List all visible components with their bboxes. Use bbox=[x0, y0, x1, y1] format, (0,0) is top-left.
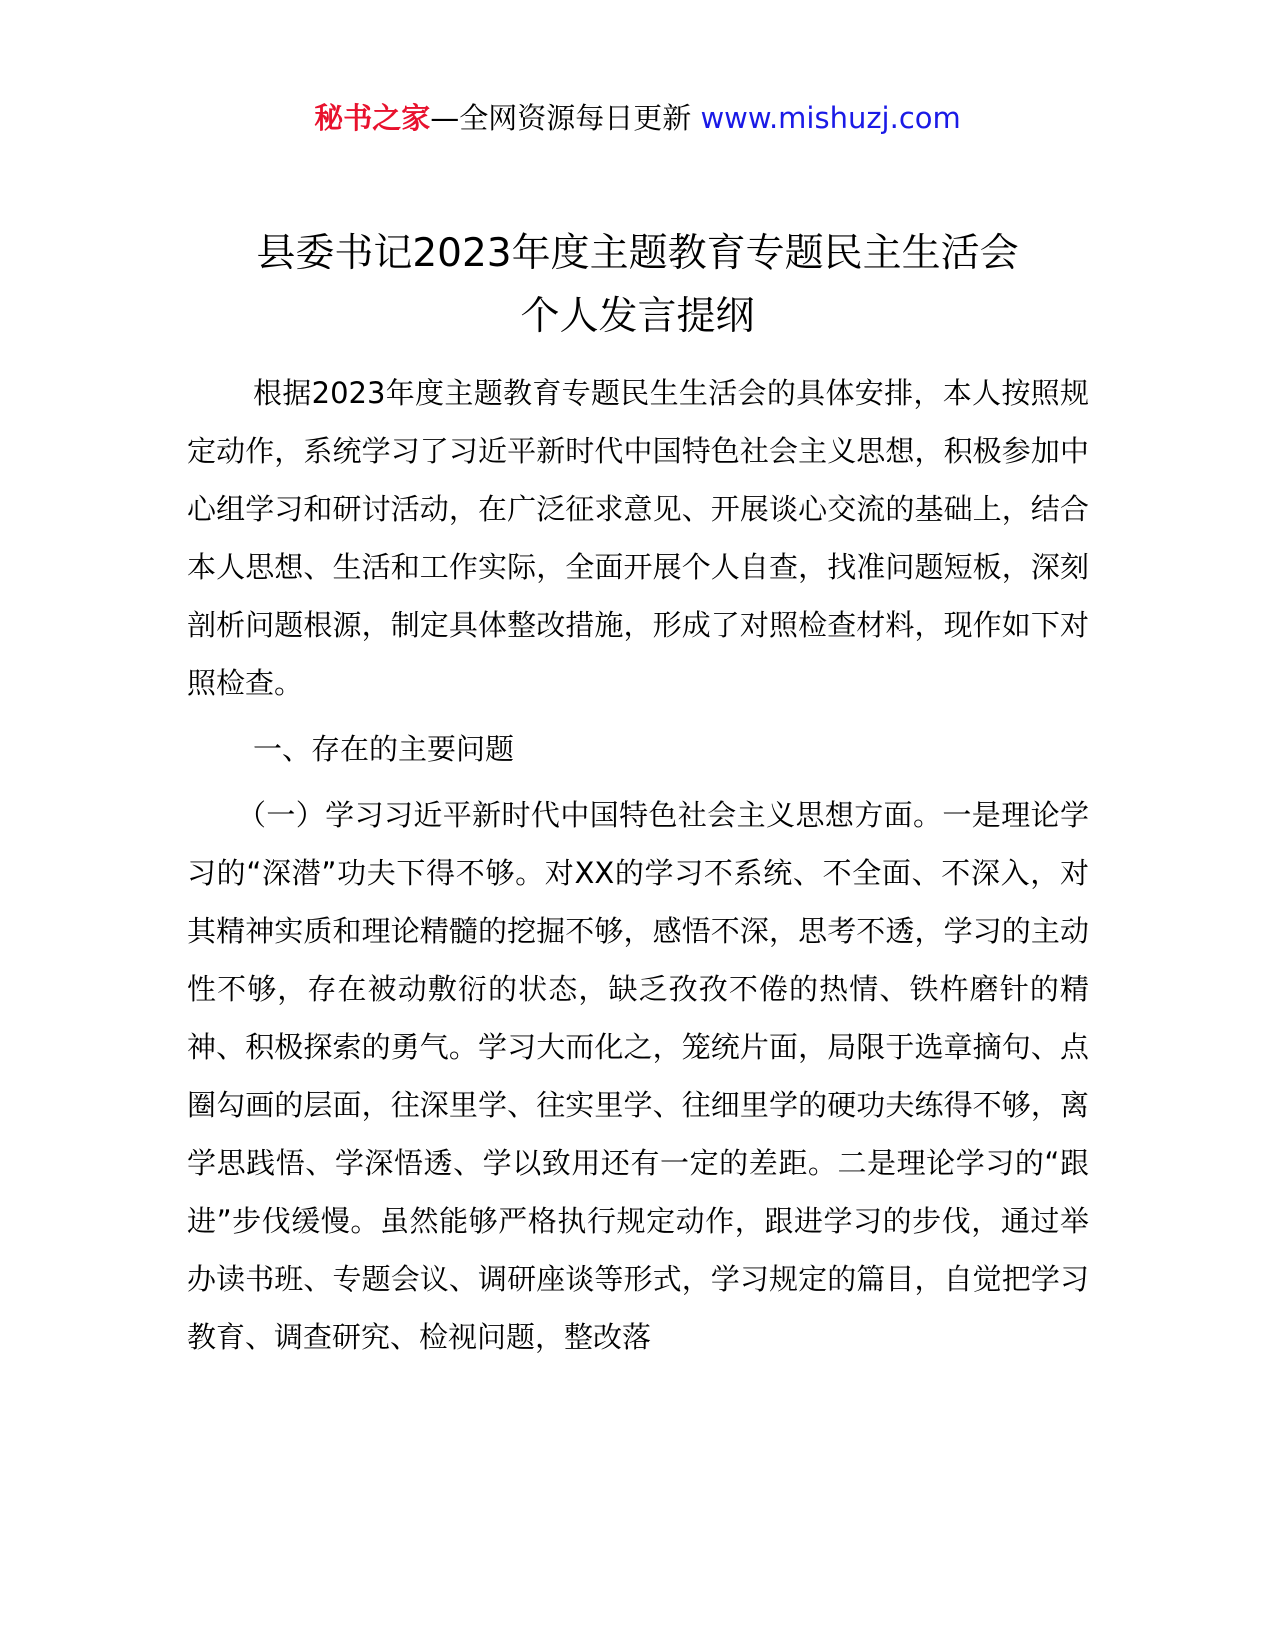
document-title bbox=[0, 222, 1275, 348]
site-tagline: —全网资源每日更新 bbox=[430, 101, 692, 135]
document-title-line-2: 个人发言提纲 bbox=[520, 294, 755, 339]
site-url-link[interactable]: www.mishuzj.com bbox=[700, 101, 961, 135]
intro-paragraph: 根据2023年度主题教育专题民生生活会的具体安排，本人按照规定动作，系统学习了习近平新时代中国特色社会主义思想，积极参加中心组学习和研讨活动，在广泛征求意见、开展谈心交流的基础上，结合本人思想、生活和工作实际，全面开展个人自查，找准问题短板，深刻剖析问题根源，制定具体整改措施，形成了对照检查材料，现作如下对照检查。 bbox=[187, 376, 1089, 700]
subsection-paragraph-study: （一）学习习近平新时代中国特色社会主义思想方面。一是理论学习的“深潜”功夫下得不够。对XX的学习不系统、不全面、不深入，对其精神实质和理论精髓的挖掘不够，感悟不深，思考不透，学习的主动性不够，存在被动敷衍的状态，缺乏孜孜不倦的热情、铁杵磨针的精神、积极探索的勇气。学习大而化之，笼统片面，局限于选章摘句、点圈勾画的层面，往深里学、往实里学、往细里学的硬功夫练得不够，离学思践悟、学深悟透、学以致用还有一定的差距。二是理论学习的“跟进”步伐缓慢。虽然能够严格执行规定动作，跟进学习的步伐，通过举办读书班、专题会议、调研座谈等形式，学习规定的篇目，自觉把学习教育、调查研究、检视问题，整改落 bbox=[187, 798, 1089, 1354]
section-heading-problems: 一、存在的主要问题 bbox=[253, 732, 515, 766]
document-title-line-1: 县委书记2023年度主题教育专题民主生活会 bbox=[256, 231, 1019, 276]
document-body bbox=[187, 364, 1089, 1366]
site-header bbox=[0, 96, 1275, 140]
site-brand: 秘书之家 bbox=[314, 101, 431, 135]
